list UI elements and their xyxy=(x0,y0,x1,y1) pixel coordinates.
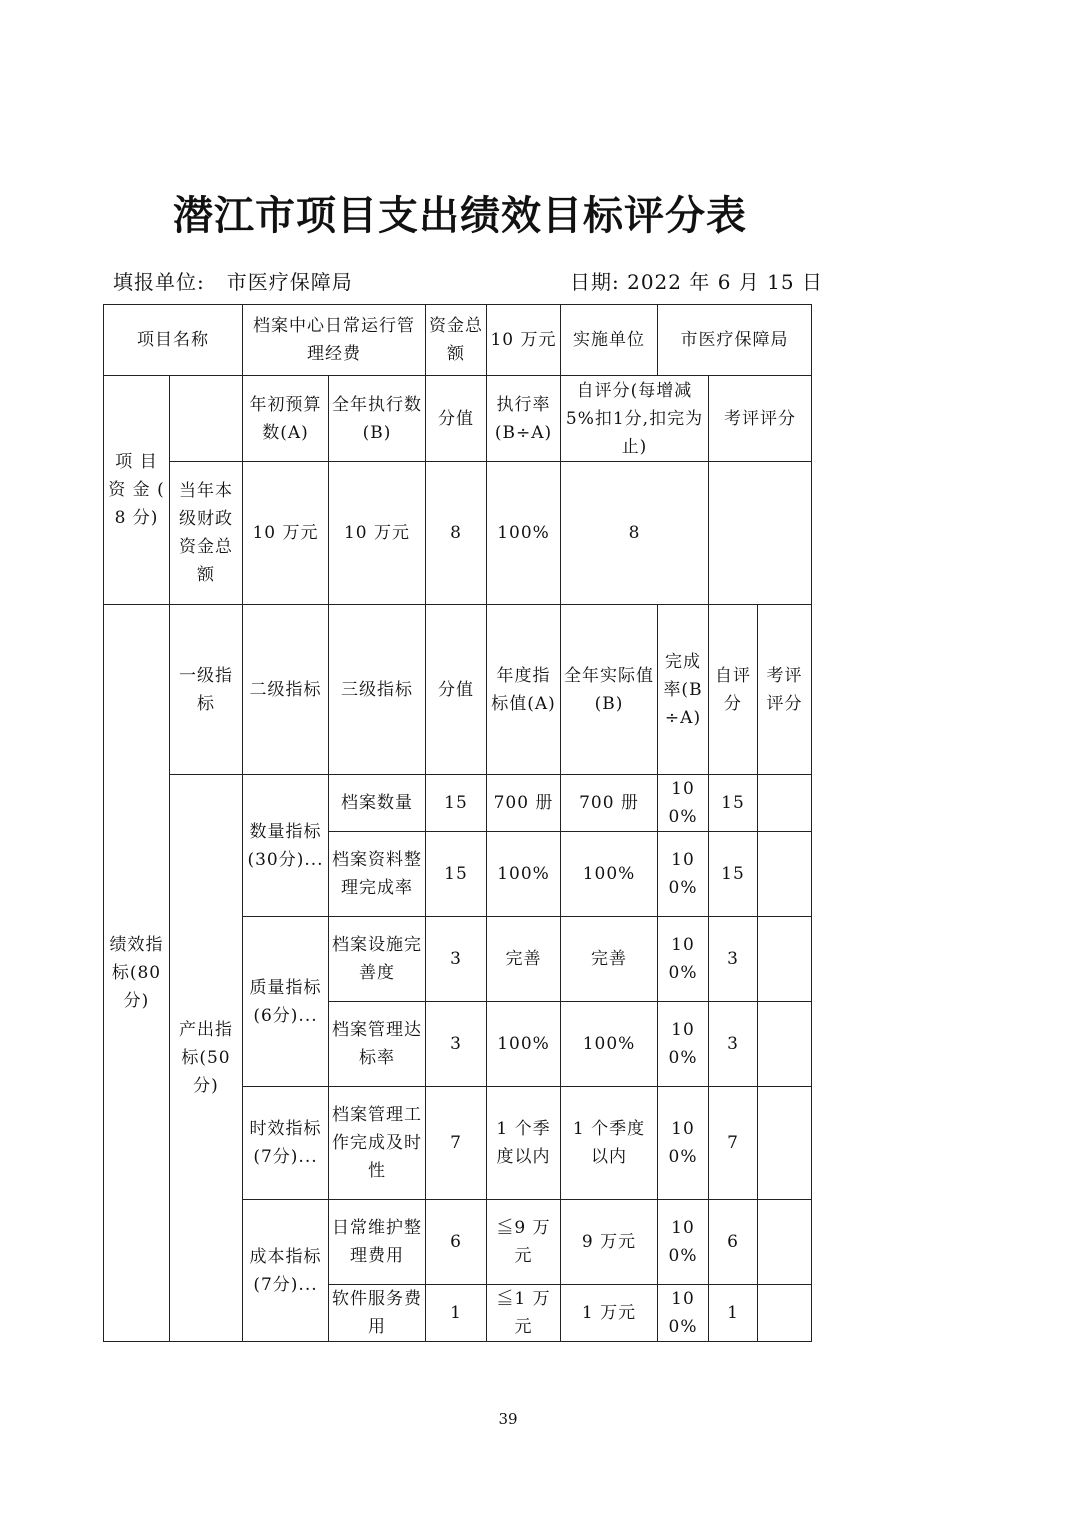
row-review xyxy=(758,1002,812,1087)
page-number: 39 xyxy=(498,1410,518,1428)
row-target: 100% xyxy=(487,832,561,917)
budget-header: 年初预算数(A) xyxy=(243,376,329,462)
row-rate: 100% xyxy=(658,1087,709,1200)
fund-row-label: 当年本级财政资金总额 xyxy=(170,462,243,605)
fund-self-score-header: 自评分(每增减5%扣1分,扣完为止) xyxy=(561,376,709,462)
quality-group-label: 质量指标(6分)... xyxy=(243,917,329,1087)
fund-total-label: 资金总额 xyxy=(426,305,487,376)
row-self: 15 xyxy=(709,775,758,832)
row-name: 档案管理达标率 xyxy=(329,1002,426,1087)
row-name: 档案管理工作完成及时性 xyxy=(329,1087,426,1200)
row-name: 档案资料整理完成率 xyxy=(329,832,426,917)
fund-self-score: 8 xyxy=(561,462,709,605)
row-actual: 100% xyxy=(561,832,658,917)
completion-header: 完成率(B÷A) xyxy=(658,605,709,775)
fund-executed: 10 万元 xyxy=(329,462,426,605)
fund-budget: 10 万元 xyxy=(243,462,329,605)
row-target: 100% xyxy=(487,1002,561,1087)
row-score: 6 xyxy=(426,1200,487,1285)
project-name: 档案中心日常运行管理经费 xyxy=(243,305,426,376)
perf-review-header: 考评评分 xyxy=(758,605,812,775)
row-actual: 1 个季度以内 xyxy=(561,1087,658,1200)
row-review xyxy=(758,1285,812,1342)
row-target: ≦1 万元 xyxy=(487,1285,561,1342)
perf-score-header: 分值 xyxy=(426,605,487,775)
fund-row xyxy=(104,462,812,605)
row-self: 15 xyxy=(709,832,758,917)
row-review xyxy=(758,832,812,917)
row-actual: 1 万元 xyxy=(561,1285,658,1342)
row-score: 3 xyxy=(426,917,487,1002)
quantity-group-label: 数量指标(30分)... xyxy=(243,775,329,917)
row-actual: 完善 xyxy=(561,917,658,1002)
row-name: 档案设施完善度 xyxy=(329,917,426,1002)
row-review xyxy=(758,1087,812,1200)
page-title: 潜江市项目支出绩效目标评分表 xyxy=(173,193,747,239)
row-target: ≦9 万元 xyxy=(487,1200,561,1285)
row-rate: 100% xyxy=(658,775,709,832)
perf-header-row xyxy=(104,605,812,775)
row-rate: 100% xyxy=(658,1285,709,1342)
fund-review-score xyxy=(709,462,812,605)
filing-unit-label: 填报单位: xyxy=(113,270,205,294)
row-name: 软件服务费用 xyxy=(329,1285,426,1342)
row-actual: 700 册 xyxy=(561,775,658,832)
score-table xyxy=(103,304,812,1342)
filing-unit-value: 市医疗保障局 xyxy=(226,270,353,294)
row-actual: 9 万元 xyxy=(561,1200,658,1285)
exec-rate-header: 执行率(B÷A) xyxy=(487,376,561,462)
row-self: 6 xyxy=(709,1200,758,1285)
project-row xyxy=(104,305,812,376)
row-score: 3 xyxy=(426,1002,487,1087)
row-score: 1 xyxy=(426,1285,487,1342)
fund-review-header: 考评评分 xyxy=(709,376,812,462)
cost-group-label: 成本指标(7分)... xyxy=(243,1200,329,1342)
level1-header: 一级指标 xyxy=(170,605,243,775)
fund-score: 8 xyxy=(426,462,487,605)
filing-date: 日期: 2022 年 6 月 15 日 xyxy=(570,270,823,294)
filing-unit xyxy=(113,266,353,295)
target-header: 年度指标值(A) xyxy=(487,605,561,775)
row-review xyxy=(758,1200,812,1285)
row-rate: 100% xyxy=(658,832,709,917)
row-rate: 100% xyxy=(658,1002,709,1087)
level2-header: 二级指标 xyxy=(243,605,329,775)
row-review xyxy=(758,917,812,1002)
level3-header: 三级指标 xyxy=(329,605,426,775)
fund-section-label: 项 目 资 金 ( 8 分) xyxy=(104,376,170,605)
row-actual: 100% xyxy=(561,1002,658,1087)
row-rate: 100% xyxy=(658,917,709,1002)
row-name: 日常维护整理费用 xyxy=(329,1200,426,1285)
row-score: 7 xyxy=(426,1087,487,1200)
row-self: 7 xyxy=(709,1087,758,1200)
fund-header-empty xyxy=(170,376,243,462)
row-target: 完善 xyxy=(487,917,561,1002)
perf-self-header: 自评分 xyxy=(709,605,758,775)
row-target: 1 个季度以内 xyxy=(487,1087,561,1200)
impl-unit: 市医疗保障局 xyxy=(658,305,812,376)
actual-header: 全年实际值(B) xyxy=(561,605,658,775)
row-score: 15 xyxy=(426,775,487,832)
row-score: 15 xyxy=(426,832,487,917)
table-row xyxy=(104,775,812,832)
row-self: 3 xyxy=(709,917,758,1002)
project-name-label: 项目名称 xyxy=(104,305,243,376)
row-rate: 100% xyxy=(658,1200,709,1285)
fund-header-row xyxy=(104,376,812,462)
executed-header: 全年执行数(B) xyxy=(329,376,426,462)
perf-section-label: 绩效指标(80分) xyxy=(104,605,170,1342)
row-self: 3 xyxy=(709,1002,758,1087)
fund-total: 10 万元 xyxy=(487,305,561,376)
fund-score-header: 分值 xyxy=(426,376,487,462)
row-self: 1 xyxy=(709,1285,758,1342)
impl-unit-label: 实施单位 xyxy=(561,305,658,376)
fund-exec-rate: 100% xyxy=(487,462,561,605)
output-indicator-label: 产出指标(50分) xyxy=(170,775,243,1342)
row-review xyxy=(758,775,812,832)
row-target: 700 册 xyxy=(487,775,561,832)
time-group-label: 时效指标(7分)... xyxy=(243,1087,329,1200)
row-name: 档案数量 xyxy=(329,775,426,832)
